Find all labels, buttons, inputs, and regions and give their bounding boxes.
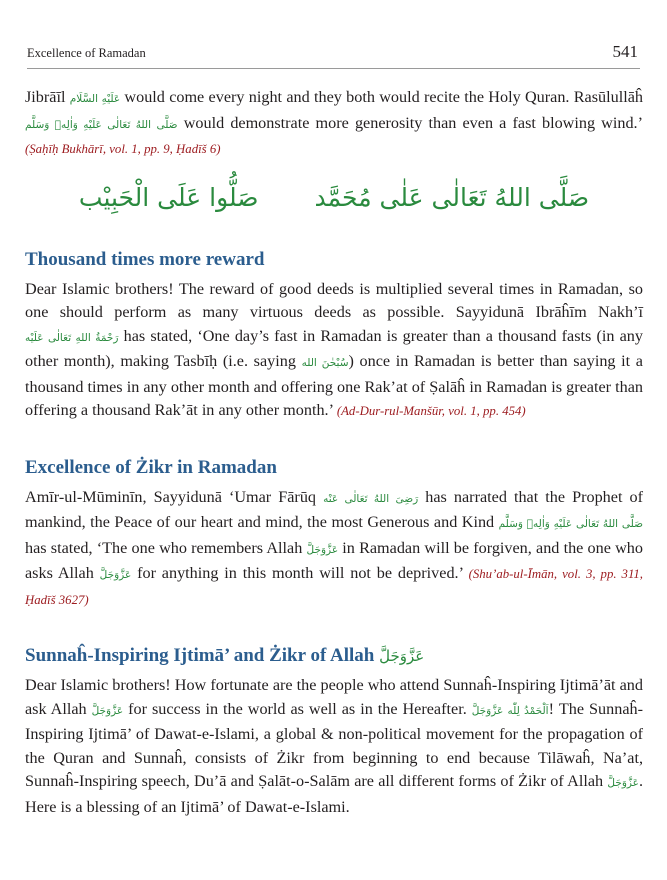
arabic-honorific: عَزَّوَجَلَّ	[607, 777, 639, 789]
zikr-text-3: has stated, ‘The one who remembers Allah	[25, 538, 307, 557]
reference-citation: (Shu’ab-ul-Īmān, vol. 3, pp. 311, Ḥadīš 3627)	[25, 567, 643, 607]
zikr-text-4: in Ramadan will be forgiven, and the one who asks Allah	[25, 538, 643, 582]
arabic-phrase: سُبْحٰنَ الله	[301, 357, 349, 369]
ijtima-heading-text: Sunnaĥ-Inspiring Ijtimā’ and Żikr of Allah	[25, 645, 380, 666]
zikr-text-2: has narrated that the Prophet of mankind, the Peace of our heart and mind, the most Generous and Kind	[25, 487, 643, 531]
section-heading-ijtima	[25, 644, 643, 668]
salawat-calligraphy	[25, 178, 643, 234]
page-number: 541	[612, 42, 638, 61]
ijtima-text-2: for success in the world as well as in the Hereafter.	[123, 699, 472, 718]
section-ijtima-paragraph	[25, 674, 643, 819]
zikr-text-1: Amīr-ul-Mūminīn, Sayyidunā ‘Umar Fārūq	[25, 487, 324, 506]
reward-text-3: ) once in Ramadan is better than saying it a thousand times in any other month and offering one Rak’at of Ṣalāĥ in Ramadan is greater than offering a thousand Rak’āt in any other month.’	[25, 352, 643, 419]
arabic-honorific: رَضِىَ اللهُ تَعَالٰى عَنْه	[323, 492, 419, 505]
arabic-honorific: عَزَّوَجَلَّ	[91, 704, 124, 717]
arabic-honorific: عَزَّوَجَلَّ	[379, 647, 425, 665]
intro-text-1: Jibrāīl	[25, 88, 70, 106]
salawat-phrase-1: صَلُّوا عَلَى الْحَبِيْب	[78, 182, 259, 212]
intro-text-3: would demonstrate more generosity than even a fast blowing wind.’	[177, 113, 643, 132]
section-heading-zikr: Excellence of Żikr in Ramadan	[25, 456, 277, 478]
intro-text-2: would come every night and they both would recite the Holy Quran. Rasūlullāĥ	[120, 88, 643, 106]
arabic-honorific: صَلَّى اللهُ تَعَالٰى عَلَيْهِ وَاٰلِهٖ وَسَلَّم	[25, 118, 178, 131]
ijtima-text-4: . Here is a blessing of an Ijtimā’ of Dawat-e-Islami.	[25, 772, 643, 816]
ijtima-text-1: Dear Islamic brothers! How fortunate are the people who attend Sunnaĥ-Inspiring Ijtimā’āt and ask Allah	[25, 676, 643, 718]
reference-citation: (Ad-Dur-rul-Manšūr, vol. 1, pp. 454)	[336, 404, 526, 418]
salawat-phrase-2: صَلَّى اللهُ تَعَالٰى عَلٰى مُحَمَّد	[314, 182, 590, 212]
page-content	[25, 86, 643, 819]
reward-text-2: has stated, ‘One day’s fast in Ramadan is greater than a thousand fasts (in any other month), making Tasbīḥ (i.e. saying	[25, 326, 643, 370]
running-header	[27, 38, 640, 69]
section-reward-paragraph	[25, 278, 643, 424]
arabic-honorific: عَلَيْهِ السَّلَام	[69, 93, 121, 105]
reference-citation: (Ṣaḥīḥ Bukhārī, vol. 1, pp. 9, Ḥadīš 6)	[25, 142, 221, 156]
arabic-honorific: رَحْمَةُ اللهِ تَعَالٰى عَلَيْه	[25, 331, 119, 344]
arabic-honorific: عَزَّوَجَلَّ	[99, 569, 132, 581]
running-title: Excellence of Ramadan	[27, 46, 146, 60]
arabic-phrase: اَلْحَمْدُ لِلّٰه عَزَّوَجَلَّ	[471, 704, 549, 717]
arabic-honorific: عَزَّوَجَلَّ	[306, 543, 339, 556]
section-heading-reward: Thousand times more reward	[25, 248, 265, 270]
section-zikr-paragraph	[25, 486, 643, 613]
arabic-honorific: صَلَّى اللهُ تَعَالٰى عَلَيْهِ وَاٰلِهٖ وَسَلَّم	[498, 518, 644, 530]
ijtima-text-3: ! The Sunnaĥ-Inspiring Ijtimā’ of Dawat-e-Islami, a global & non-political movement for the propagation of the Quran and Sunnaĥ, consists of Żikr from beginning to end because Tilāwaĥ, Na’at, Sunnaĥ-Inspiring speech, Du’ā and Ṣalāt-o-Salām are all different forms of Żikr of Allah	[25, 699, 643, 790]
intro-paragraph	[25, 86, 643, 162]
reward-text-1: Dear Islamic brothers! The reward of good deeds is multiplied several times in Ramadan, so one should perform as many virtuous deeds as possible. Sayyidunā Ibrāĥīm Nakh’ī	[25, 279, 643, 321]
zikr-text-5: for anything in this month will not be deprived.’	[131, 564, 469, 582]
